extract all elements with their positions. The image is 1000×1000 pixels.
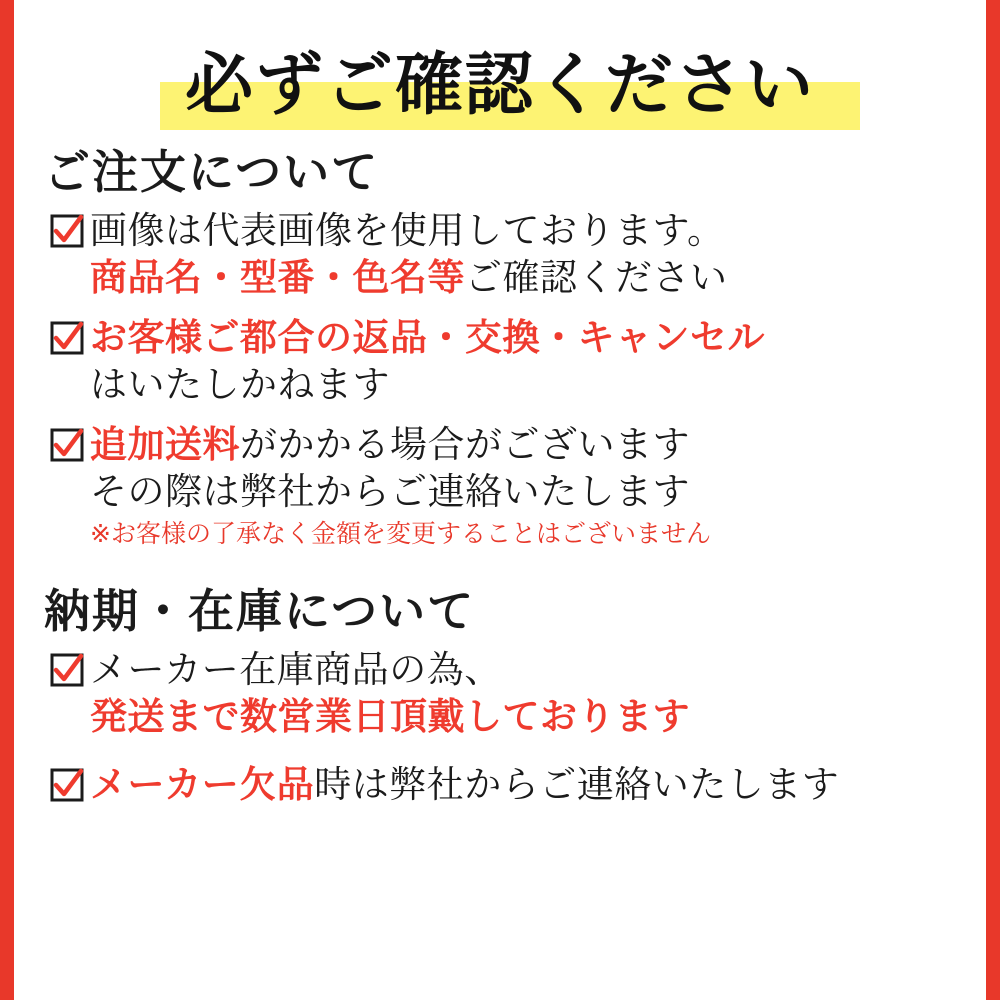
- list-item-text: [90, 762, 986, 809]
- list-item: [50, 422, 986, 549]
- list-item-line: [90, 762, 986, 809]
- list-item-line: [90, 469, 986, 516]
- emphasis-text: 発送まで数営業日頂戴しております: [90, 694, 690, 738]
- checkbox-checked-icon: [50, 428, 84, 462]
- body-text: 時は弊社からご連絡いたします: [314, 763, 840, 807]
- list-item: [50, 762, 986, 809]
- body-text: がかかる場合がございます: [240, 423, 690, 467]
- section-delivery: [14, 575, 986, 809]
- section-order: [14, 136, 986, 549]
- list-item: [50, 315, 986, 408]
- checkbox-checked-icon: [50, 768, 84, 802]
- emphasis-text: 商品名・型番・色名等: [90, 255, 465, 299]
- body-text: その際は弊社からご連絡いたします: [90, 470, 690, 514]
- section-heading-order: ご注文について: [44, 145, 380, 199]
- list-item: [50, 647, 986, 740]
- list-item-line: [90, 362, 986, 409]
- left-red-bar: [0, 0, 14, 1000]
- checkbox-checked-icon: [50, 653, 84, 687]
- order-item-list: [14, 208, 986, 549]
- list-item-text: [90, 315, 986, 408]
- right-red-bar: [986, 0, 1000, 1000]
- emphasis-text: メーカー欠品: [90, 763, 315, 807]
- list-item-text: [90, 208, 986, 301]
- emphasis-text: 追加送料: [90, 423, 240, 467]
- body-text: メーカー在庫商品の為、: [90, 648, 502, 692]
- notice-content: [14, 0, 986, 1000]
- section-heading-delivery: 納期・在庫について: [44, 584, 476, 639]
- delivery-item-list: [14, 647, 986, 809]
- list-item-text: [90, 647, 986, 740]
- list-item: [50, 208, 986, 301]
- list-item-line: [90, 647, 986, 694]
- body-text: はいたしかねます: [90, 362, 390, 406]
- list-item-line: [90, 422, 986, 469]
- list-item-line: [90, 255, 986, 302]
- emphasis-text: お客様ご都合の返品・交換・キャンセル: [90, 316, 765, 360]
- checkbox-checked-icon: [50, 321, 84, 355]
- list-item-note: ※お客様の了承なく金額を変更することはございません: [90, 518, 711, 548]
- list-item-line: [90, 208, 986, 255]
- list-item-line: [90, 315, 986, 362]
- body-text: ご確認ください: [465, 255, 728, 299]
- checkbox-checked-icon: [50, 214, 84, 248]
- page-title-block: [14, 36, 986, 136]
- list-item-line: [90, 694, 986, 741]
- list-item-text: [90, 422, 986, 549]
- page-title: 必ずご確認ください: [184, 46, 815, 125]
- body-text: 画像は代表画像を使用しております。: [90, 209, 725, 252]
